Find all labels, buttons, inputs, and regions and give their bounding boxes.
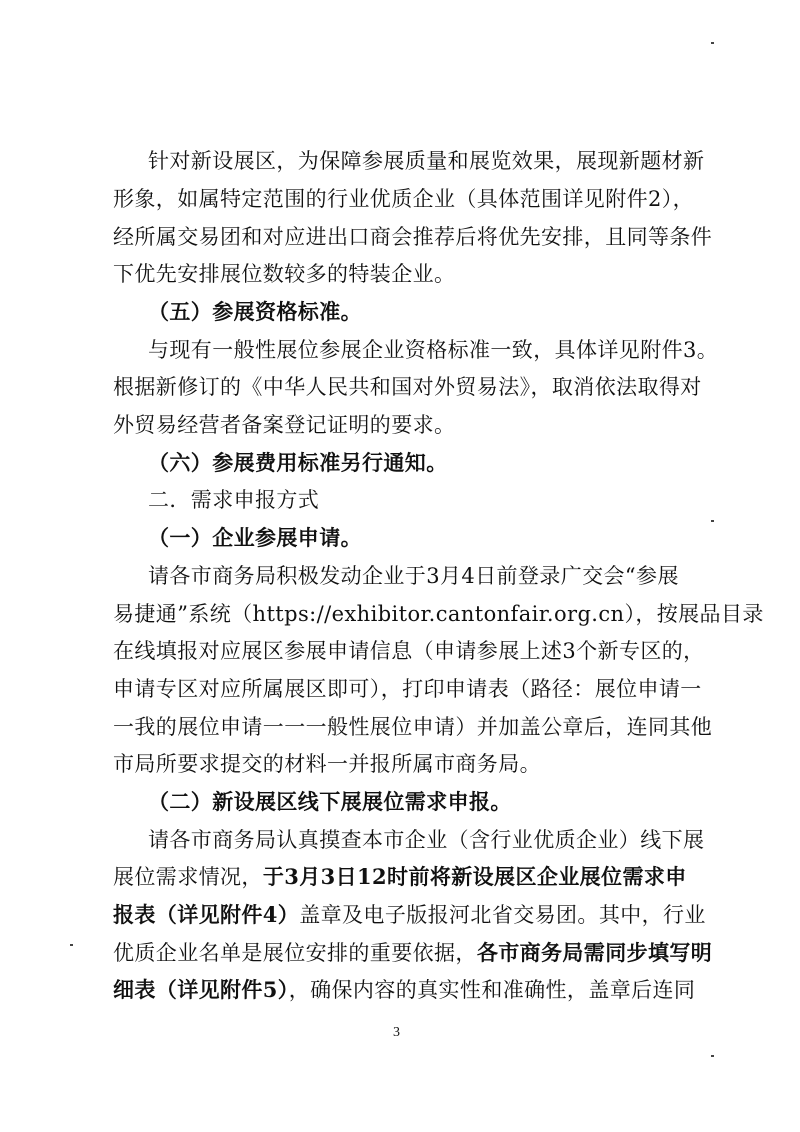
paragraph-3-line-4: 申请专区对应所属展区即可），打印申请表（路径：展位申请一	[113, 677, 702, 701]
paragraph-4-line-4	[113, 939, 712, 967]
scan-speck	[70, 944, 73, 946]
paragraph-4-line-1: 请各市商务局认真摸查本市企业（含行业优质企业）线下展	[148, 828, 705, 852]
paragraph-1-line-4: 下优先安排展位数较多的特装企业。	[113, 262, 456, 286]
paragraph-4-line-2	[113, 863, 687, 891]
page-number: 3	[393, 1025, 400, 1040]
paragraph-1-line-2: 形象，如属特定范围的行业优质企业（具体范围详见附件2），	[113, 187, 695, 211]
paragraph-3-line-5: 一我的展位申请一一一般性展位申请）并加盖公章后，连同其他	[113, 715, 713, 739]
paragraph-2-line-3: 外贸易经营者备案登记证明的要求。	[113, 413, 456, 437]
paragraph-4-line-2-plain: 展位需求情况，	[113, 865, 263, 889]
paragraph-4-line-2-bold: 于3月3日12时前将新设展区企业展位需求申	[262, 864, 687, 889]
paragraph-4-line-3-bold: 报表（详见附件4）	[113, 902, 300, 927]
paragraph-3-line-3: 在线填报对应展区参展申请信息（申请参展上述3个新专区的，	[113, 639, 705, 663]
paragraph-4-line-4-bold: 各市商务局需同步填写明	[476, 940, 713, 965]
paragraph-4-line-3	[113, 901, 706, 929]
paragraph-4-line-3-plain: 盖章及电子版报河北省交易团。其中，行业	[299, 903, 706, 927]
scan-speck	[711, 42, 714, 44]
heading-enterprise-application: （一）企业参展申请。	[148, 525, 362, 550]
paragraph-4-line-5	[113, 976, 695, 1004]
paragraph-1-line-3: 经所属交易团和对应进出口商会推荐后将优先安排，且同等条件	[113, 225, 713, 249]
paragraph-3-line-1: 请各市商务局积极发动企业于3月4日前登录广交会“参展	[148, 564, 679, 588]
paragraph-4-line-4-plain: 优质企业名单是展位安排的重要依据，	[113, 941, 477, 965]
heading-fee-standard: （六）参展费用标准另行通知。	[148, 450, 448, 475]
paragraph-3-line-6: 市局所要求提交的材料一并报所属市商务局。	[113, 752, 541, 776]
scan-speck	[711, 520, 714, 522]
paragraph-1-line-1: 针对新设展区，为保障参展质量和展览效果，展现新题材新	[148, 149, 705, 173]
heading-qualification-standard: （五）参展资格标准。	[148, 299, 362, 324]
paragraph-4-line-5-plain: ，确保内容的真实性和准确性，盖章后连同	[288, 978, 696, 1002]
paragraph-2-line-1: 与现有一般性展位参展企业资格标准一致，具体详见附件3。	[148, 338, 719, 362]
paragraph-2-line-2: 根据新修订的《中华人民共和国对外贸易法》，取消依法取得对	[113, 375, 702, 399]
heading-offline-booth-declaration: （二）新设展区线下展展位需求申报。	[148, 789, 512, 814]
paragraph-4-line-5-bold: 细表（详见附件5）	[113, 977, 289, 1002]
paragraph-3-line-2: 易捷通”系统（https://exhibitor.cantonfair.org.cn），按展品目录	[113, 602, 764, 626]
section-title-demand-declaration: 二．需求申报方式	[148, 488, 320, 512]
scan-speck	[711, 1055, 714, 1057]
